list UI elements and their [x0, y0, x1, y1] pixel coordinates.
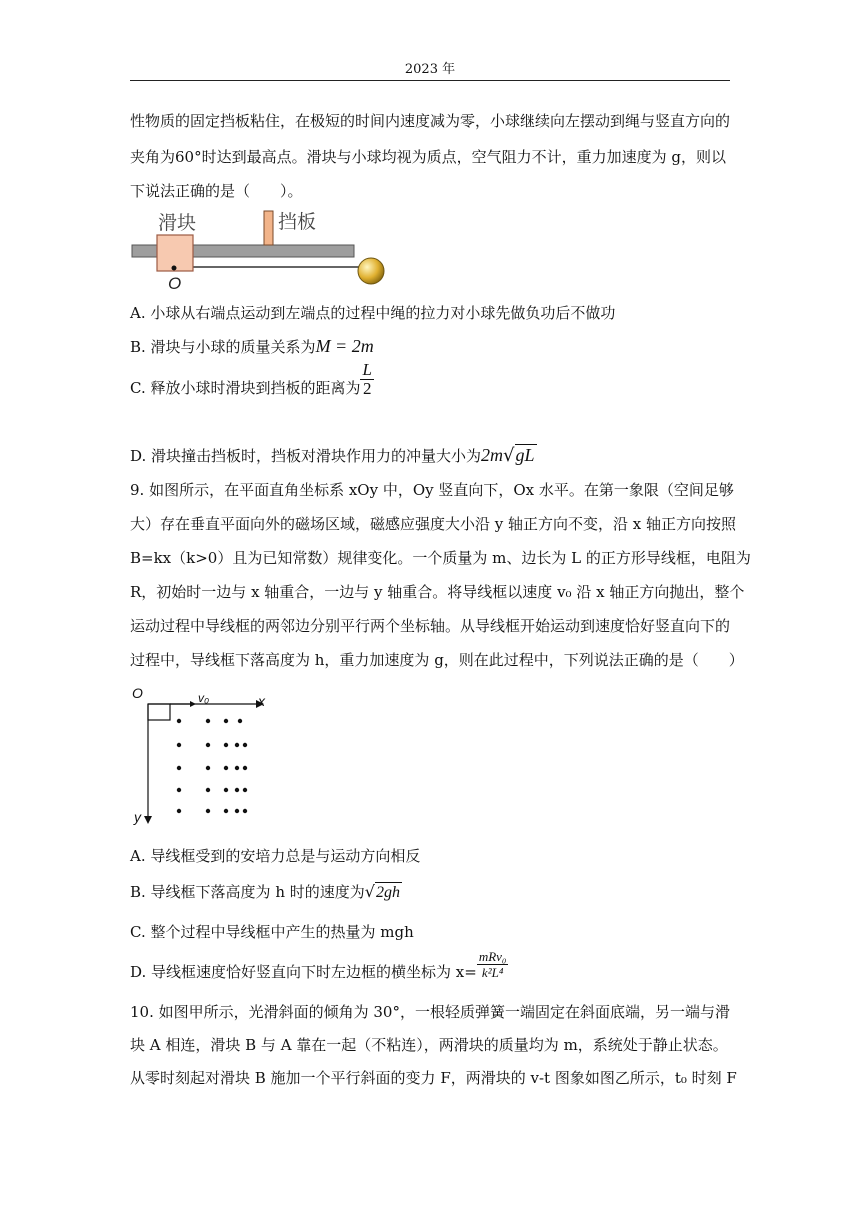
q8-option-d-formula: 2m√gL: [481, 445, 535, 466]
magnetic-field-dots: [177, 719, 247, 813]
q9-text-line-4: R，初始时一边与 x 轴重合，一边与 y 轴重合。将导线框以速度 v₀ 沿 x 轴正方向抛出，整个: [130, 583, 745, 601]
slider-label: 滑块: [158, 213, 197, 234]
q8-option-a: A. 小球从右端点运动到左端点的过程中绳的拉力对小球先做负功后不做功: [130, 304, 616, 322]
q8-figure-slider-baffle: [128, 205, 390, 293]
header-divider: [130, 80, 730, 81]
x-axis-label: x: [258, 693, 265, 709]
slider-block: [157, 235, 193, 271]
pivot-point: [172, 266, 177, 271]
q9-option-d: D. 导线框速度恰好竖直向下时左边框的横坐标为 x= $\frac{\text{mRv₀}}{\text{k²L⁴}}$: [130, 948, 507, 981]
q9-text-line-1: 9. 如图所示，在平面直角坐标系 xOy 中，Oy 竖直向下，Ox 水平。在第一象限（空间足够: [130, 481, 734, 499]
q9-option-a: A. 导线框受到的安培力总是与运动方向相反: [130, 847, 421, 865]
origin-label: O: [168, 274, 182, 293]
q9-text-line-6: 过程中，导线框下落高度为 h，重力加速度为 g，则在此过程中，下列说法正确的是（ ）: [130, 651, 744, 669]
q10-text-line-1: 10. 如图甲所示，光滑斜面的倾角为 30°，一根轻质弹簧一端固定在斜面底端，另一端与滑: [130, 1003, 730, 1021]
q9-option-d-fraction: $\frac{\text{mRv₀}}{\text{k²L⁴}}$: [478, 948, 507, 980]
q9-option-b: B. 导线框下落高度为 h 时的速度为√2gh: [130, 882, 400, 901]
q9-text-line-3: B=kx（k>0）且为已知常数）规律变化。一个质量为 m、边长为 L 的正方形导线框，电阻为: [130, 549, 751, 567]
q8-option-c-fraction: $\frac{L}{2}$: [362, 359, 372, 398]
velocity-arrowhead: [190, 701, 196, 707]
origin-label: O: [132, 685, 143, 701]
q9-text-line-5: 运动过程中导线框的两邻边分别平行两个坐标轴。从导线框开始运动到速度恰好竖直向下的: [130, 617, 731, 635]
square-wire-frame: [148, 704, 170, 720]
q9-option-c: C. 整个过程中导线框中产生的热量为 mgh: [130, 923, 414, 941]
q8-option-c: C. 释放小球时滑块到挡板的距离为 $\frac{L}{2}$: [130, 359, 372, 398]
y-axis-arrow: [144, 816, 152, 824]
q9-text-line-2: 大）存在垂直平面向外的磁场区域，磁感应强度大小沿 y 轴正方向不变，沿 x 轴正方向按照: [130, 515, 737, 533]
velocity-label: v₀: [198, 691, 210, 705]
q10-text-line-3: 从零时刻起对滑块 B 施加一个平行斜面的变力 F，两滑块的 v-t 图象如图乙所示，t₀ 时刻 F: [130, 1069, 737, 1087]
y-axis-label: y: [134, 809, 141, 825]
q10-text-line-2: 块 A 相连，滑块 B 与 A 靠在一起（不粘连），两滑块的质量均为 m，系统处于静止状态。: [130, 1036, 728, 1054]
page-header: 2023 年: [404, 62, 456, 77]
q8-option-d: D. 滑块撞击挡板时，挡板对滑块作用力的冲量大小为2m√gL: [130, 445, 535, 466]
q8-text-line-1: 性物质的固定挡板粘住，在极短的时间内速度减为零，小球继续向左摆动到绳与竖直方向的: [130, 112, 731, 130]
q8-option-b: B. 滑块与小球的质量关系为M = 2m: [130, 336, 374, 356]
q9-option-b-formula: √2gh: [364, 882, 400, 901]
q8-option-b-formula: M = 2m: [315, 336, 374, 356]
q8-text-line-3: 下说法正确的是（ ）。: [130, 182, 303, 200]
q8-text-line-2: 夹角为60°时达到最高点。滑块与小球均视为质点，空气阻力不计，重力加速度为 g，则以: [130, 148, 726, 166]
ball: [358, 258, 384, 284]
baffle: [264, 211, 273, 245]
baffle-label: 挡板: [278, 212, 317, 233]
q9-figure-magnetic-field: [130, 684, 280, 830]
